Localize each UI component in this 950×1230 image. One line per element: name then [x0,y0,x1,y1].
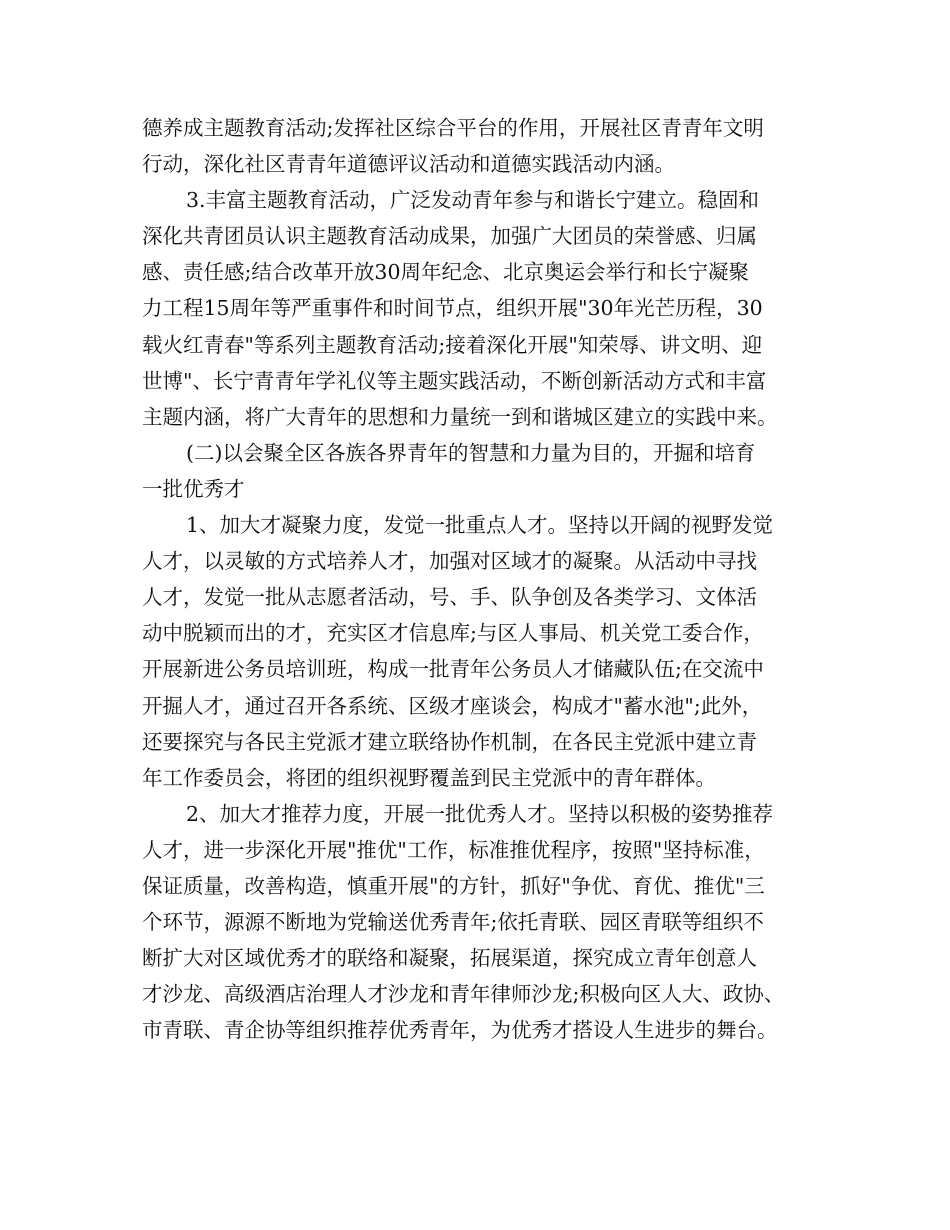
text-line: 感、责任感;结合改革开放30周年纪念、北京奥运会举行和长宁凝聚 [142,260,749,285]
text-line: 人才，进一步深化开展"推优"工作，标准推优程序，按照"坚持标准， [142,837,765,862]
text-line: 市青联、青企协等组织推荐优秀青年，为优秀才搭设人生进步的舞台。 [142,1018,778,1043]
text-line: 人才，以灵敏的方式培养人才，加强对区域才的凝聚。从活动中寻找 [142,549,757,574]
paragraph-first-line: 2、加大才推荐力度，开展一批优秀人才。坚持以积极的姿势推荐 [186,801,774,826]
text-line: 一批优秀才 [142,476,245,501]
text-line: 世博"、长宁青青年学礼仪等主题实践活动，不断创新活动方式和丰富 [142,368,767,393]
text-line: 德养成主题教育活动;发挥社区综合平台的作用，开展社区青青年文明 [142,116,764,140]
text-line: 深化共青团员认识主题教育活动成果，加强广大团员的荣誉感、归属 [142,224,757,249]
paragraph-first-line: 3.丰富主题教育活动，广泛发动青年参与和谐长宁建立。稳固和 [186,188,760,213]
text-line: 才沙龙、高级酒店治理人才沙龙和青年律师沙龙;积极向区人大、政协、 [142,982,785,1007]
text-line: 个环节，源源不断地为党输送优秀青年;依托青联、园区青联等组织不 [142,910,764,935]
text-line: 载火红青春"等系列主题教育活动;接着深化开展"知荣辱、讲文明、迎 [142,332,763,357]
text-line: 主题内涵，将广大青年的思想和力量统一到和谐城区建立的实践中来。 [142,404,778,429]
text-line: 行动，深化社区青青年道德评议活动和道德实践活动内涵。 [142,152,675,177]
text-line: 保证质量，改善构造，慎重开展"的方针，抓好"争优、育优、推优"三 [142,873,765,898]
text-line: 还要探究与各民主党派才建立联络协作机制，在各民主党派中建立青 [142,729,757,754]
text-line: 开展新进公务员培训班，构成一批青年公务员人才储藏队伍;在交流中 [142,657,764,682]
text-line: 力工程15周年等严重事件和时间节点，组织开展"30年光芒历程，30 [142,296,763,321]
text-line: 动中脱颖而出的才，充实区才信息库;与区人事局、机关党工委合作， [142,621,764,646]
paragraph-first-line: (二)以会聚全区各族各界青年的智慧和力量为目的，开掘和培育 [186,440,756,465]
text-line: 年工作委员会，将团的组织视野覆盖到民主党派中的青年群体。 [142,765,716,790]
text-line: 开掘人才，通过召开各系统、区级才座谈会，构成才"蓄水池";此外， [142,693,763,718]
text-line: 人才，发觉一批从志愿者活动，号、手、队争创及各类学习、文体活 [142,585,757,610]
text-line: 断扩大对区域优秀才的联络和凝聚，拓展渠道，探究成立青年创意人 [142,946,757,971]
paragraph-first-line: 1、加大才凝聚力度，发觉一批重点人才。坚持以开阔的视野发觉 [186,513,774,538]
document-body-text [142,110,814,1048]
